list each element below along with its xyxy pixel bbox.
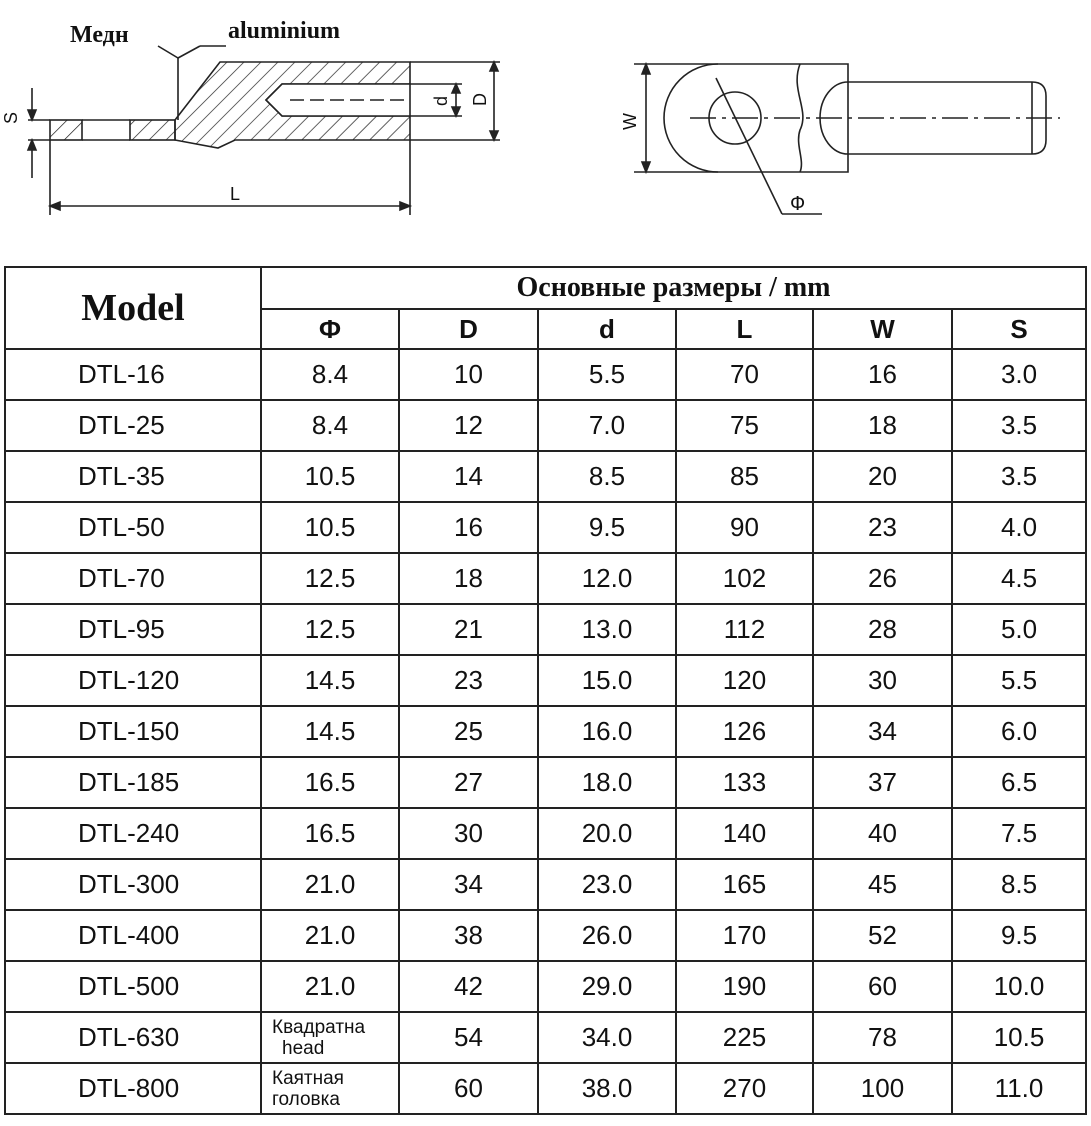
- table-row: [5, 655, 1086, 706]
- model-cell: DTL-150: [5, 706, 261, 757]
- d-cell: 16.0: [538, 706, 676, 757]
- table-row: [5, 910, 1086, 961]
- L-cell: 112: [676, 604, 813, 655]
- L-cell: 70: [676, 349, 813, 400]
- D-cell: 23: [399, 655, 538, 706]
- column-header-d: d: [538, 309, 676, 349]
- phi-cell: 12.5: [261, 604, 399, 655]
- phi-cell: 21.0: [261, 961, 399, 1012]
- W-cell: 78: [813, 1012, 952, 1063]
- W-cell: 16: [813, 349, 952, 400]
- dim-w-label: W: [620, 113, 640, 130]
- D-cell: 42: [399, 961, 538, 1012]
- table-row: [5, 451, 1086, 502]
- W-cell: 26: [813, 553, 952, 604]
- table-body: [5, 349, 1086, 1114]
- W-cell: 34: [813, 706, 952, 757]
- D-cell: 27: [399, 757, 538, 808]
- phi-note-line: головка: [272, 1088, 340, 1110]
- D-cell: 60: [399, 1063, 538, 1114]
- phi-cell: 16.5: [261, 757, 399, 808]
- dim-d-small-label: d: [431, 95, 451, 106]
- column-header-W: W: [813, 309, 952, 349]
- d-cell: 23.0: [538, 859, 676, 910]
- d-cell: 20.0: [538, 808, 676, 859]
- phi-cell: 10.5: [261, 451, 399, 502]
- D-cell: 21: [399, 604, 538, 655]
- dim-l-label: L: [230, 184, 241, 204]
- L-cell: 126: [676, 706, 813, 757]
- d-cell: 13.0: [538, 604, 676, 655]
- model-cell: DTL-25: [5, 400, 261, 451]
- W-cell: 60: [813, 961, 952, 1012]
- d-cell: 5.5: [538, 349, 676, 400]
- S-cell: 4.0: [952, 502, 1086, 553]
- D-cell: 16: [399, 502, 538, 553]
- model-cell: DTL-630: [5, 1012, 261, 1063]
- top-view: [634, 64, 1060, 214]
- table-row: [5, 1012, 1086, 1063]
- side-section-view: [28, 46, 500, 215]
- palm-right-part: [130, 120, 175, 140]
- L-cell: 270: [676, 1063, 813, 1114]
- phi-note-cell: [261, 1012, 399, 1063]
- table-row: [5, 706, 1086, 757]
- L-cell: 225: [676, 1012, 813, 1063]
- model-cell: DTL-300: [5, 859, 261, 910]
- phi-note-line: head: [282, 1037, 325, 1059]
- model-cell: DTL-500: [5, 961, 261, 1012]
- W-cell: 100: [813, 1063, 952, 1114]
- d-cell: 8.5: [538, 451, 676, 502]
- column-header-phi: Ф: [261, 309, 399, 349]
- model-cell: DTL-185: [5, 757, 261, 808]
- L-cell: 102: [676, 553, 813, 604]
- phi-cell: 10.5: [261, 502, 399, 553]
- d-cell: 12.0: [538, 553, 676, 604]
- aluminium-label: aluminium: [228, 18, 341, 44]
- phi-cell: 16.5: [261, 808, 399, 859]
- D-cell: 12: [399, 400, 538, 451]
- W-cell: 18: [813, 400, 952, 451]
- L-cell: 85: [676, 451, 813, 502]
- dimensions-group-header: Основные размеры / mm: [261, 267, 1086, 309]
- table-header-row: [5, 267, 1086, 309]
- W-cell: 23: [813, 502, 952, 553]
- S-cell: 8.5: [952, 859, 1086, 910]
- L-cell: 165: [676, 859, 813, 910]
- S-cell: 5.0: [952, 604, 1086, 655]
- D-cell: 25: [399, 706, 538, 757]
- column-header-S: S: [952, 309, 1086, 349]
- L-cell: 90: [676, 502, 813, 553]
- L-cell: 170: [676, 910, 813, 961]
- W-cell: 45: [813, 859, 952, 910]
- d-cell: 38.0: [538, 1063, 676, 1114]
- D-cell: 54: [399, 1012, 538, 1063]
- table-row: [5, 1063, 1086, 1114]
- S-cell: 5.5: [952, 655, 1086, 706]
- S-cell: 6.0: [952, 706, 1086, 757]
- W-cell: 30: [813, 655, 952, 706]
- column-header-D: D: [399, 309, 538, 349]
- copper-label: Медн: [70, 22, 129, 48]
- phi-cell: 8.4: [261, 400, 399, 451]
- model-cell: DTL-120: [5, 655, 261, 706]
- W-cell: 28: [813, 604, 952, 655]
- table-row: [5, 961, 1086, 1012]
- L-cell: 75: [676, 400, 813, 451]
- dim-d-large-label: D: [470, 93, 490, 106]
- D-cell: 38: [399, 910, 538, 961]
- d-cell: 9.5: [538, 502, 676, 553]
- phi-note-cell: [261, 1063, 399, 1114]
- S-cell: 11.0: [952, 1063, 1086, 1114]
- L-cell: 190: [676, 961, 813, 1012]
- model-cell: DTL-50: [5, 502, 261, 553]
- W-cell: 37: [813, 757, 952, 808]
- S-cell: 10.5: [952, 1012, 1086, 1063]
- S-cell: 6.5: [952, 757, 1086, 808]
- D-cell: 10: [399, 349, 538, 400]
- S-cell: 3.5: [952, 451, 1086, 502]
- d-cell: 29.0: [538, 961, 676, 1012]
- phi-cell: 14.5: [261, 655, 399, 706]
- dim-s-label: S: [1, 111, 21, 124]
- model-cell: DTL-800: [5, 1063, 261, 1114]
- table-row: [5, 859, 1086, 910]
- phi-cell: 21.0: [261, 910, 399, 961]
- L-cell: 133: [676, 757, 813, 808]
- d-cell: 34.0: [538, 1012, 676, 1063]
- S-cell: 3.5: [952, 400, 1086, 451]
- D-cell: 14: [399, 451, 538, 502]
- palm-left-part: [50, 120, 82, 140]
- S-cell: 9.5: [952, 910, 1086, 961]
- phi-note-line: Квадратна: [272, 1016, 366, 1038]
- D-cell: 30: [399, 808, 538, 859]
- d-cell: 26.0: [538, 910, 676, 961]
- dimensions-table: [4, 266, 1087, 1115]
- model-cell: DTL-400: [5, 910, 261, 961]
- column-header-L: L: [676, 309, 813, 349]
- S-cell: 4.5: [952, 553, 1086, 604]
- table-row: [5, 349, 1086, 400]
- phi-cell: 14.5: [261, 706, 399, 757]
- d-cell: 7.0: [538, 400, 676, 451]
- dim-phi-label: Ф: [790, 193, 806, 215]
- W-cell: 52: [813, 910, 952, 961]
- phi-note-line: Каятная: [272, 1067, 344, 1089]
- table-row: [5, 502, 1086, 553]
- table-row: [5, 604, 1086, 655]
- D-cell: 18: [399, 553, 538, 604]
- model-header: Model: [5, 267, 261, 349]
- S-cell: 7.5: [952, 808, 1086, 859]
- L-cell: 140: [676, 808, 813, 859]
- phi-cell: 12.5: [261, 553, 399, 604]
- model-cell: DTL-35: [5, 451, 261, 502]
- table-row: [5, 400, 1086, 451]
- phi-cell: 8.4: [261, 349, 399, 400]
- W-cell: 20: [813, 451, 952, 502]
- table-row: [5, 808, 1086, 859]
- d-cell: 18.0: [538, 757, 676, 808]
- W-cell: 40: [813, 808, 952, 859]
- model-cell: DTL-70: [5, 553, 261, 604]
- L-cell: 120: [676, 655, 813, 706]
- phi-cell: 21.0: [261, 859, 399, 910]
- D-cell: 34: [399, 859, 538, 910]
- model-cell: DTL-240: [5, 808, 261, 859]
- table-row: [5, 757, 1086, 808]
- d-cell: 15.0: [538, 655, 676, 706]
- S-cell: 3.0: [952, 349, 1086, 400]
- S-cell: 10.0: [952, 961, 1086, 1012]
- table-row: [5, 553, 1086, 604]
- model-cell: DTL-16: [5, 349, 261, 400]
- model-cell: DTL-95: [5, 604, 261, 655]
- technical-drawings: [0, 0, 1091, 255]
